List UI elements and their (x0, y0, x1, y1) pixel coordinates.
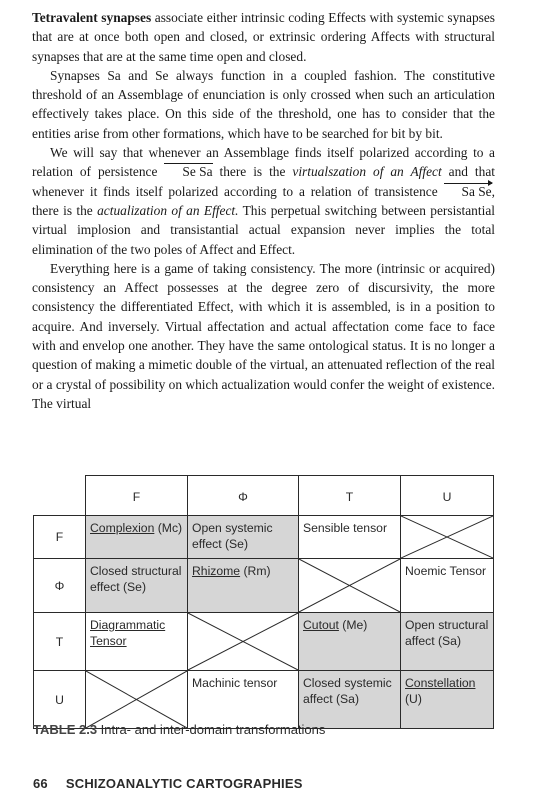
table-caption: TABLE 2.3 Intra- and inter-domain transformations (33, 722, 326, 737)
paragraph-2: Synapses Sa and Se always function in a coupled fashion. The constitutive threshold of an Assemblage of enunciation is only crossed when such an articulation effectively takes place. On this side of the threshold, one has to consider that the entities arise from other formations, which have to be searched for bit by bit. (32, 67, 495, 141)
paragraph-1: Tetravalent synapses associate either intrinsic coding Effects with systemic synapses that are at once both open and closed, or extrinsic ordering Affects with structural synapses that are at the same time open and closed. (32, 10, 496, 64)
relation-persistence: Se Sa (164, 162, 212, 181)
col-header: F (86, 476, 188, 516)
table-header-row (34, 476, 494, 516)
page-footer (33, 776, 303, 791)
table-cell: Cutout (Me) (299, 613, 401, 671)
table-cell: Complexion (Mc) (86, 516, 188, 559)
table-cell: Diagrammatic Tensor (86, 613, 188, 671)
crossed-cell (86, 671, 188, 729)
table-corner (34, 476, 86, 516)
table-cell: Rhizome (Rm) (188, 559, 299, 613)
running-title: SCHIZOANALYTIC CARTOGRAPHIES (65, 776, 303, 791)
table-cell: Open systemic effect (Se) (188, 516, 299, 559)
table-row (34, 671, 494, 729)
table-cell: Open structural affect (Sa) (401, 613, 494, 671)
relation-transistence: Sa Se (444, 182, 492, 201)
crossed-cell (401, 516, 494, 559)
cross-icon (401, 516, 493, 558)
paragraph-4: Everything here is a game of taking consistency. The more (intrinsic or acquired) consistency an Affect possesses at the degree zero of discursivity, the more consistency the differentiated Effect, with which it is assembled, is in a position to acquire. And inversely. Virtual affectation and actual affectation come face to face with and envelop one another. They have the same ontological status. It is no longer a question of making a mimetic double of the virtual, an attenuated reflection of the real or a crystal of possibility on which actualization would confer the weight of existence. The virtual (32, 260, 495, 411)
body-text (32, 8, 495, 413)
table-cell: Closed structural effect (Se) (86, 559, 188, 613)
col-header: Φ (188, 476, 299, 516)
row-header: F (34, 516, 86, 559)
col-header: T (299, 476, 401, 516)
row-header: U (34, 671, 86, 729)
cross-icon (188, 613, 298, 670)
cross-icon (86, 671, 187, 728)
paragraph-3: We will say that whenever an Assemblage finds itself polarized according to a relation of persistence Se Sa there is the virtualszation of an Affect and that whenever it finds itself polarized according to a relation of transistence Sa Se, there is the actualization of an Effect. This perpetual switching between persistantial virtual implosion and transistantial actual expansion never implies the total elimination of the two poles of Affect and Effect. (32, 145, 495, 257)
table-row (34, 516, 494, 559)
crossed-cell (299, 559, 401, 613)
table-row (34, 559, 494, 613)
row-header: T (34, 613, 86, 671)
col-header: U (401, 476, 494, 516)
domain-transformation-table (33, 475, 494, 729)
crossed-cell (188, 613, 299, 671)
table-row (34, 613, 494, 671)
table-cell: Closed systemic affect (Sa) (299, 671, 401, 729)
cross-icon (299, 559, 400, 612)
page-number: 66 (33, 776, 48, 791)
term-tetravalent-synapses: Tetravalent synapses (32, 10, 152, 25)
table-cell: Sensible tensor (299, 516, 401, 559)
table-cell: Noemic Tensor (401, 559, 494, 613)
table-cell: Machinic tensor (188, 671, 299, 729)
table-cell: Constellation (U) (401, 671, 494, 729)
row-header: Φ (34, 559, 86, 613)
